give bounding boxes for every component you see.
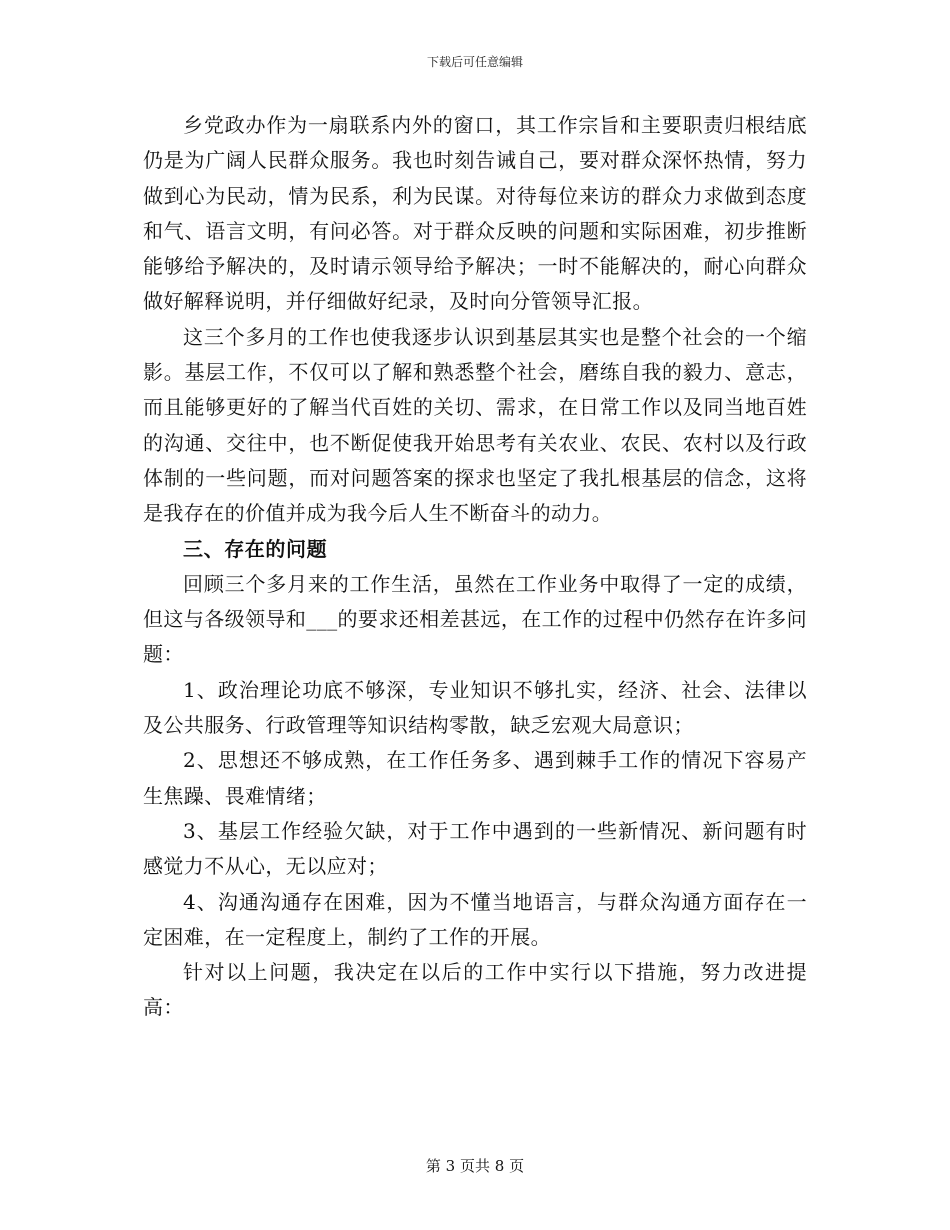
list-item-problem-4: 4、沟通沟通存在困难，因为不懂当地语言，与群众沟通方面存在一定困难，在一定程度上，制约了工作的开展。 [143,889,807,949]
paragraph-office-service: 乡党政办作为一扇联系内外的窗口，其工作宗旨和主要职责归根结底仍是为广阔人民群众服务。我也时刻告诫自己，要对群众深怀热情，努力做到心为民动，情为民系，利为民谋。对待每位来访的群众力求做到态度和气、语言文明，有问必答。对于群众反映的问题和实际困难，初步推断能够给予解决的，及时请示领导给予解决；一时不能解决的，耐心向群众做好解释说明，并仔细做好纪录，及时向分管领导汇报。 [143,113,807,314]
list-item-problem-1: 1、政治理论功底不够深，专业知识不够扎实，经济、社会、法律以及公共服务、行政管理等知识结构零散，缺乏宏观大局意识； [143,677,807,738]
section-heading-problems: 三、存在的问题 [183,536,328,561]
page-header: 下载后可任意编辑 [426,55,523,69]
list-item-problem-2: 2、思想还不够成熟，在工作任务多、遇到棘手工作的情况下容易产生焦躁、畏难情绪； [143,748,807,808]
page-number-footer: 第 3 页共 8 页 [425,1157,525,1175]
paragraph-review-intro: 回顾三个多月来的工作生活，虽然在工作业务中取得了一定的成绩，但这与各级领导和___的要求还相差甚远，在工作的过程中仍然存在许多问题： [143,571,807,667]
document-body [143,108,807,1026]
list-item-problem-3: 3、基层工作经验欠缺，对于工作中遇到的一些新情况、新问题有时感觉力不从心，无以应对； [143,818,807,879]
paragraph-grassroots-reflection: 这三个多月的工作也使我逐步认识到基层其实也是整个社会的一个缩影。基层工作，不仅可以了解和熟悉整个社会，磨练自我的毅力、意志，而且能够更好的了解当代百姓的关切、需求，在日常工作以及同当地百姓的沟通、交往中，也不断促使我开始思考有关农业、农民、农村以及行政体制的一些问题，而对问题答案的探求也坚定了我扎根基层的信念，这将是我存在的价值并成为我今后人生不断奋斗的动力。 [143,324,807,526]
paragraph-measures-intro: 针对以上问题，我决定在以后的工作中实行以下措施，努力改进提高： [143,960,807,1020]
